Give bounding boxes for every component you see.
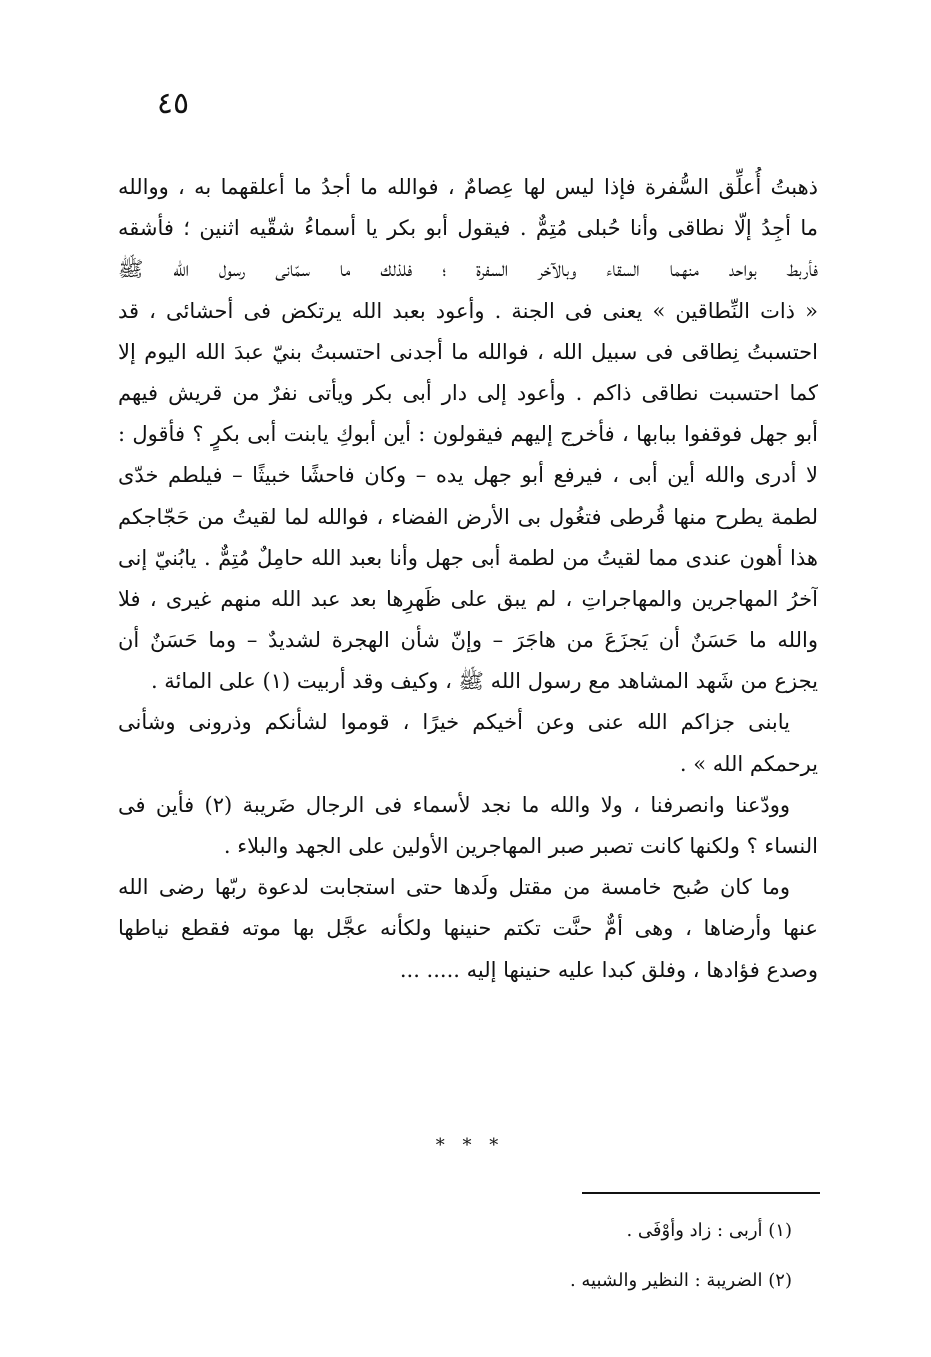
text-line-8: لا أدرى والله أين أبى ، فيرفع أبو جهل يده – وكان فاحشًا خبيثًا – فيلطم خدّى — [118, 463, 818, 488]
text-line-10: هذا أهون عندى مما لقيتُ من لطمة أبى جهل وأنا بعبد الله حامِلٌ مُتِمٌّ . يابُنيّ إنى — [118, 545, 818, 570]
text-line-4: « ذات النِّطاقين » يعنى فى الجنة . وأعود بعبد الله يرتكض فى أحشائى ، قد — [118, 298, 818, 323]
text-line-15: يرحمكم الله » . — [679, 751, 818, 776]
footnote-1: (١) أربى : زاد وأوْفَى . — [626, 1220, 792, 1241]
text-line-11: آخرُ المهاجرين والمهاجراتِ ، لم يبق على ظَهرِها بعد عبد الله منهم غيرى ، فلا — [118, 586, 818, 611]
text-line-18: وما كان صُبح خامسة من مقتل ولَدها حتى استجابت لدعوة ربّها رضى الله — [118, 875, 790, 900]
text-line-17: النساء ؟ ولكنها كانت تصبر صبر المهاجرين الأولين على الجهد والبلاء . — [223, 834, 818, 858]
text-line-1: ذهبتُ أُعلِّق السُّفرة فإذا ليس لها عِصامٌ ، فوالله ما أجدُ ما أعلقهما به ، ووالله — [118, 175, 818, 199]
text-line-14: يابنى جزاكم الله عنى وعن أخيكم خيرًا ، قوموا لشأنكم وذرونى وشأنى — [118, 710, 790, 735]
text-line-19: عنها وأرضاها ، وهى أمٌّ حنَّت تكتم حنينها ولكأنه عجَّل بها موته فقطع نياطها — [118, 916, 818, 941]
text-line-3: فأربط بواحد منهما السقاء وبالآخر السفرة ؛ فلذلك ما سمّانى رسول الله ﷺ — [118, 257, 818, 282]
text-line-16: وودّعنا وانصرفنا ، ولا والله ما نجد لأسماء فى الرجال ضَريبة (٢) فأين فى — [118, 792, 790, 817]
body-text — [118, 167, 818, 991]
text-line-5: احتسبتُ نِطاقى فى سبيل الله ، فوالله ما أجدنى احتسبتُ بنيّ عبدَ الله اليوم إلا — [118, 339, 818, 364]
text-line-20: وصدع فؤادها ، وفلق كبدا عليه حنينها إليه ..... ... — [399, 957, 818, 982]
text-line-13: يجزع من شَهد المشاهد مع رسول الله ﷺ ، وكيف وقد أربيت (١) على المائة . — [150, 669, 818, 694]
text-line-7: أبو جهل فوقفوا ببابها ، فأخرج إليهم فيقولون : أين أبوكِ يابنت أبى بكرٍ ؟ فأقول : — [118, 422, 818, 447]
footnote-divider — [582, 1192, 820, 1194]
footnote-2: (٢) الضريبة : النظير والشبيه . — [569, 1270, 792, 1291]
section-separator: * * * — [435, 1135, 505, 1156]
page-number: ٤٥ — [156, 86, 190, 121]
text-line-2: ما أجِدُ إلّا نطاقى وأنا حُبلى مُتِمٌّ . فيقول أبو بكر يا أسماءُ شقّيه اثنين ؛ فأشقه — [118, 216, 818, 241]
text-line-12: والله ما حَسَنٌ أن يَجزَعَ من هاجَرَ – وإنّ شأن الهجرة لشديدٌ – وما حَسَنٌ أن — [118, 628, 818, 653]
text-line-6: كما احتسبت نطاقى ذاكم . وأعود إلى دار أبى بكر ويأتى نفرٌ من قريش فيهم — [118, 380, 818, 405]
footnotes — [500, 1206, 792, 1306]
text-line-9: لطمة يطرح منها قُرطى فتغُول بى الأرض الفضاء ، فوالله لما لقيتُ من حَجّاجكم — [118, 504, 818, 529]
